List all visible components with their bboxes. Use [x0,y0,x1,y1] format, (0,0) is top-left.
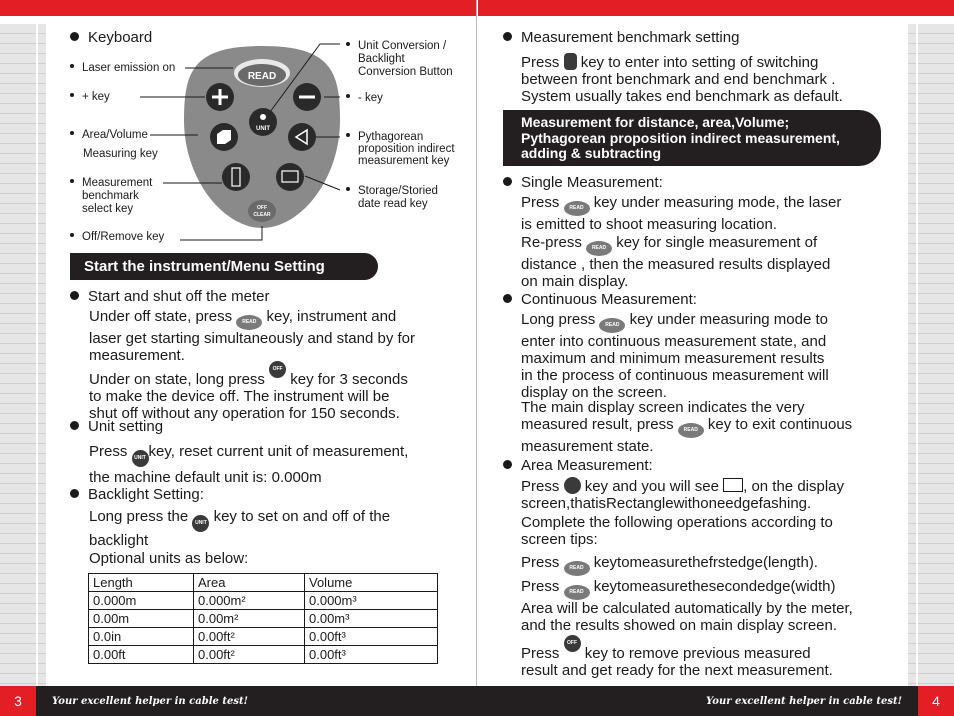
left-ruler [0,24,46,686]
backlight-heading: Backlight Setting: [70,486,204,503]
offclear-key-icon: OFF CLEAR [564,635,581,652]
right-ruler [908,24,954,686]
offclear-key-icon: OFF CLEAR [269,361,286,378]
read-key-icon: READ [678,423,704,438]
backlight-paragraph: Long press the UNIT key to set on and off of the backlight [89,508,391,549]
label-plus-key: + key [70,91,110,104]
read-key-icon: READ [599,318,625,333]
bench-key-icon [564,53,577,70]
unit-key-icon: UNIT [192,515,209,532]
read-key-icon: READ [564,201,590,216]
keypad-illustration [60,36,480,246]
svg-text:UNIT: UNIT [256,126,270,132]
menu-banner: Start the instrument/Menu Setting [70,253,378,280]
keyboard-heading: Keyboard [70,29,152,46]
bench-heading: Measurement benchmark setting [503,29,739,46]
continuous-paragraph-2: The main display screen indicates the very measured result, press READ key to exit continuous measurement state. [521,399,853,455]
continuous-heading: Continuous Measurement: [503,291,697,308]
read-key-icon: READ [586,241,612,256]
label-area-key: Area/Volume [70,129,148,142]
top-bar-right [478,0,954,16]
svg-text:READ: READ [247,71,277,82]
label-store-key: Storage/Storied date read key [346,185,438,211]
single-paragraph-2: Re-press READ key for single measurement of distance , then the measured results displayed on main display. [521,234,831,290]
store-key [276,163,304,191]
top-bar-left [0,0,476,16]
bench-paragraph: Press key to enter into setting of switching between front benchmark and end benchmark . System usually takes end benchmark as default. [521,54,843,105]
table-row: 0.0in 0.00ft² 0.00ft³ [89,628,438,646]
page-number-right: 4 [918,686,954,716]
table-row: 0.00ft 0.00ft² 0.00ft³ [89,646,438,664]
single-paragraph-1: Press READ key under measuring mode, the laser is emitted to shoot measuring location. [521,194,842,233]
unit-key-icon: UNIT [132,450,149,467]
page-number-left: 3 [0,686,36,716]
table-row: Length Area Volume [89,574,438,592]
area-paragraph-2: Complete the following operations according to screen tips: [521,514,833,548]
read-key-icon: READ [564,561,590,576]
area-paragraph-3: Press READ keytomeasurethefrstedge(length). [521,554,901,576]
read-key-icon: READ [564,585,590,600]
tagline-right: Your excellent helper in cable test! [706,696,902,707]
table-row: 0.000m 0.000m² 0.000m³ [89,592,438,610]
area-paragraph-1: Press key and you will see , on the display screen,thatisRectanglewithoneedgefashing. [521,478,845,512]
bench-key [222,163,250,191]
read-key-icon: READ [236,315,262,330]
area-key-icon [564,477,581,494]
label-pyth-key: Pythagorean proposition indirect measurement key [346,131,455,167]
label-off-key: Off/Remove key [70,231,164,244]
unit-heading: Unit setting [70,418,163,435]
single-heading: Single Measurement: [503,174,663,191]
area-paragraph-5: Press OFF CLEAR key to remove previous measured result and get ready for the next measurement. [521,635,901,679]
label-bench-key: Measurement benchmark select key [70,177,152,216]
area-heading: Area Measurement: [503,457,653,474]
svg-text:CLEAR: CLEAR [253,212,271,218]
start-heading: Start and shut off the meter [70,288,270,305]
pyth-key [288,123,316,151]
units-table [88,573,438,664]
label-minus-key: - key [346,92,383,105]
continuous-paragraph-1: Long press READ key under measuring mode to enter into continuous measurement state, and maximum and minimum measurement results in the process of continuous measurement will display on the screen. [521,311,829,401]
offclear-key [248,200,276,222]
area-paragraph-4: Press READ keytomeasurethesecondedge(width) Area will be calculated automatically by the meter, and the results showed on main display screen. [521,578,853,634]
tagline-left: Your excellent helper in cable test! [52,696,248,707]
rectangle-icon [723,478,743,492]
optional-units-text: Optional units as below: [89,550,249,567]
start-paragraph-2: Under on state, long press OFF CLEAR key for 3 seconds to make the device off. The instrument will be shut off without any operation for 150 seconds. [89,361,469,422]
unit-paragraph: Press UNIT key, reset current unit of measurement, the machine default unit is: 0.000m [89,443,409,486]
label-laser: Laser emission on [70,62,175,75]
label-area-key-2: Measuring key [83,148,158,160]
start-paragraph-1: Under off state, press READ key, instrument and laser get starting simultaneously and stand by for measurement. [89,308,416,364]
label-unit-key: Unit Conversion / Backlight Conversion Button [346,40,453,79]
svg-text:OFF: OFF [257,205,267,211]
table-row: 0.00m 0.00m² 0.00m³ [89,610,438,628]
measurement-banner: Measurement for distance, area,Volume; Pythagorean proposition indirect measurement, adding & subtracting [503,110,881,166]
